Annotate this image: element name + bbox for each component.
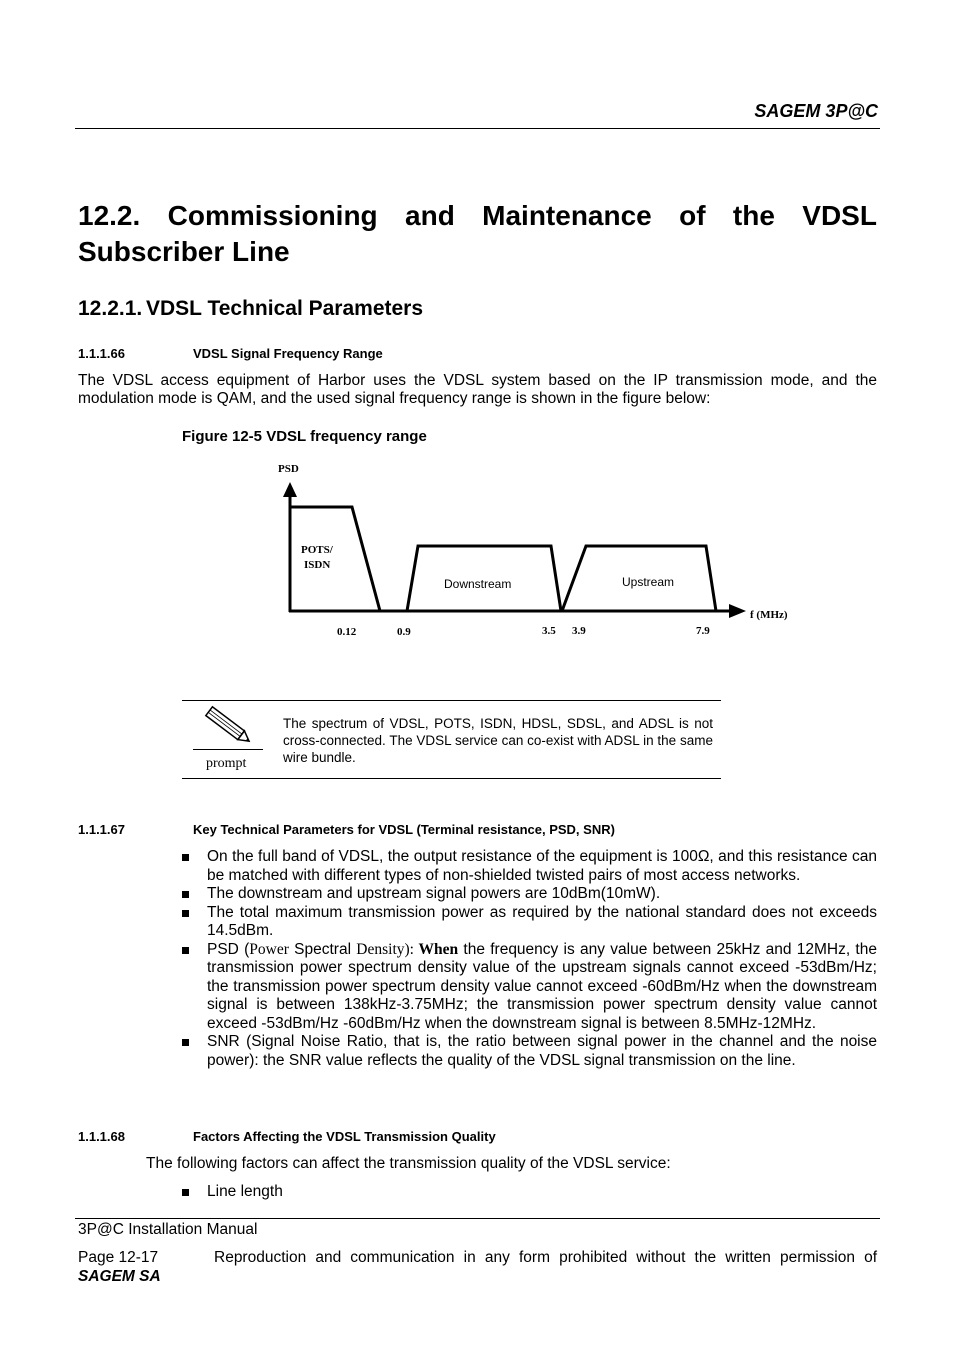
factors-intro: The following factors can affect the transmission quality of the VDSL service: — [146, 1155, 671, 1172]
bullet-square-icon — [182, 910, 189, 917]
factors-list — [182, 1183, 877, 1202]
list-item — [182, 885, 877, 904]
list-item — [182, 1033, 877, 1070]
subsection-number: 12.2.1. — [78, 297, 143, 320]
tick-label: 7.9 — [696, 625, 710, 637]
list-item-text: Spectral — [288, 940, 357, 958]
intro-paragraph: The VDSL access equipment of Harbor uses the VDSL system based on the IP transmission mode, and the modulation mode is QAM, and the used signal frequency range is shown in the figure below: — [78, 372, 877, 407]
running-header: SAGEM 3P@C — [754, 101, 878, 121]
prompt-label: prompt — [206, 756, 247, 771]
bullet-square-icon — [182, 891, 189, 898]
list-item-text: SNR (Signal Noise Ratio, that is, the ratio between signal power in the channel and the noise power): the SNR value reflects the quality of the VDSL signal transmission on the line. — [207, 1033, 877, 1069]
list-item-text: Line length — [207, 1183, 283, 1200]
heading-1-1-1-67 — [78, 822, 615, 837]
section-word: VDSL — [802, 200, 877, 231]
section-word: and — [405, 200, 455, 231]
heading-number: 1.1.1.66 — [78, 346, 125, 361]
heading-1-1-1-66 — [78, 346, 383, 361]
heading-title: VDSL Signal Frequency Range — [193, 346, 383, 361]
heading-1-1-1-68 — [78, 1129, 496, 1144]
heading-number: 1.1.1.67 — [78, 822, 125, 837]
tick-label: 3.9 — [572, 625, 586, 637]
footer-page-number: Page 12-17 — [78, 1249, 159, 1266]
downstream-label: Downstream — [444, 577, 512, 591]
section-word: Commissioning — [167, 200, 378, 231]
list-item — [182, 848, 877, 885]
x-axis-arrowhead — [729, 604, 746, 618]
list-item — [182, 941, 877, 1034]
section-word: of — [679, 200, 706, 231]
section-word: the — [732, 200, 775, 231]
section-heading-line1 — [78, 198, 877, 234]
bullet-square-icon — [182, 854, 189, 861]
heading-number: 1.1.1.68 — [78, 1129, 125, 1144]
bullet-square-icon — [182, 947, 189, 954]
footer-rule — [75, 1218, 880, 1219]
subsection-heading — [78, 297, 423, 321]
list-item-text: When — [413, 940, 459, 958]
section-heading-line2: Subscriber Line — [78, 236, 290, 267]
note-bottom-rule — [182, 778, 721, 779]
section-heading — [78, 198, 877, 270]
list-item-text: The total maximum transmission power as required by the national standard does not exceeds 14.5dBm. — [207, 903, 877, 939]
prompt-divider — [193, 749, 263, 750]
bullet-square-icon — [182, 1189, 189, 1196]
list-item-text: PSD ( — [207, 940, 250, 958]
upstream-label: Upstream — [622, 575, 675, 589]
pots-label-line2: ISDN — [304, 559, 331, 571]
pencil-icon — [200, 704, 256, 748]
figure-caption: Figure 12-5 VDSL frequency range — [182, 428, 427, 445]
header-rule — [75, 128, 880, 129]
section-number: 12.2. — [78, 200, 141, 231]
tick-label: 0.12 — [337, 626, 357, 638]
list-item — [182, 904, 877, 941]
heading-title: Factors Affecting the VDSL Transmission Quality — [193, 1129, 496, 1144]
tick-label: 0.9 — [397, 626, 411, 638]
subsection-title: VDSL Technical Parameters — [146, 297, 424, 320]
y-axis-arrowhead — [283, 482, 297, 497]
list-item-text: Density): — [356, 940, 414, 958]
list-item — [182, 1183, 877, 1202]
x-axis-label: f (MHz) — [750, 609, 788, 621]
note-text: The spectrum of VDSL, POTS, ISDN, HDSL, SDSL, and ADSL is not cross-connected. The VDSL service can co-exist with ADSL in the same wire bundle. — [283, 716, 713, 765]
list-item-text: On the full band of VDSL, the output resistance of the equipment is 100Ω, and this resistance can be matched with different types of non-shielded twisted pairs of most access networks. — [207, 848, 877, 884]
y-axis-label: PSD — [278, 463, 299, 475]
tick-label: 3.5 — [542, 625, 556, 637]
footer-reproduction-notice: Reproduction and communication in any form prohibited without the written permission of — [214, 1249, 877, 1266]
footer-manual-title: 3P@C Installation Manual — [78, 1221, 258, 1238]
frequency-range-chart — [270, 455, 810, 650]
note-top-rule — [182, 700, 721, 701]
heading-title: Key Technical Parameters for VDSL (Terminal resistance, PSD, SNR) — [193, 822, 615, 837]
footer-company: SAGEM SA — [78, 1268, 161, 1285]
pots-label-line1: POTS/ — [301, 544, 333, 556]
bullet-square-icon — [182, 1039, 189, 1046]
list-item-text: Power — [249, 940, 289, 958]
key-parameters-list — [182, 848, 877, 1070]
list-item-text: The downstream and upstream signal powers are 10dBm(10mW). — [207, 885, 661, 902]
list-item-text: the frequency is any value between 25kHz and 12MHz, the transmission power spectrum density value of the upstream signals cannot exceed -53dBm/Hz; the transmission power spectrum density value cannot exceed -60dBm/Hz when the downstream signal is between 138kHz-3.75MHz; the transmission power spectrum density value cannot exceed -53dBm/Hz -60dBm/Hz when the downstream signal is between 8.5MHz-12MHz. — [207, 940, 877, 1032]
section-word: Maintenance — [482, 200, 652, 231]
